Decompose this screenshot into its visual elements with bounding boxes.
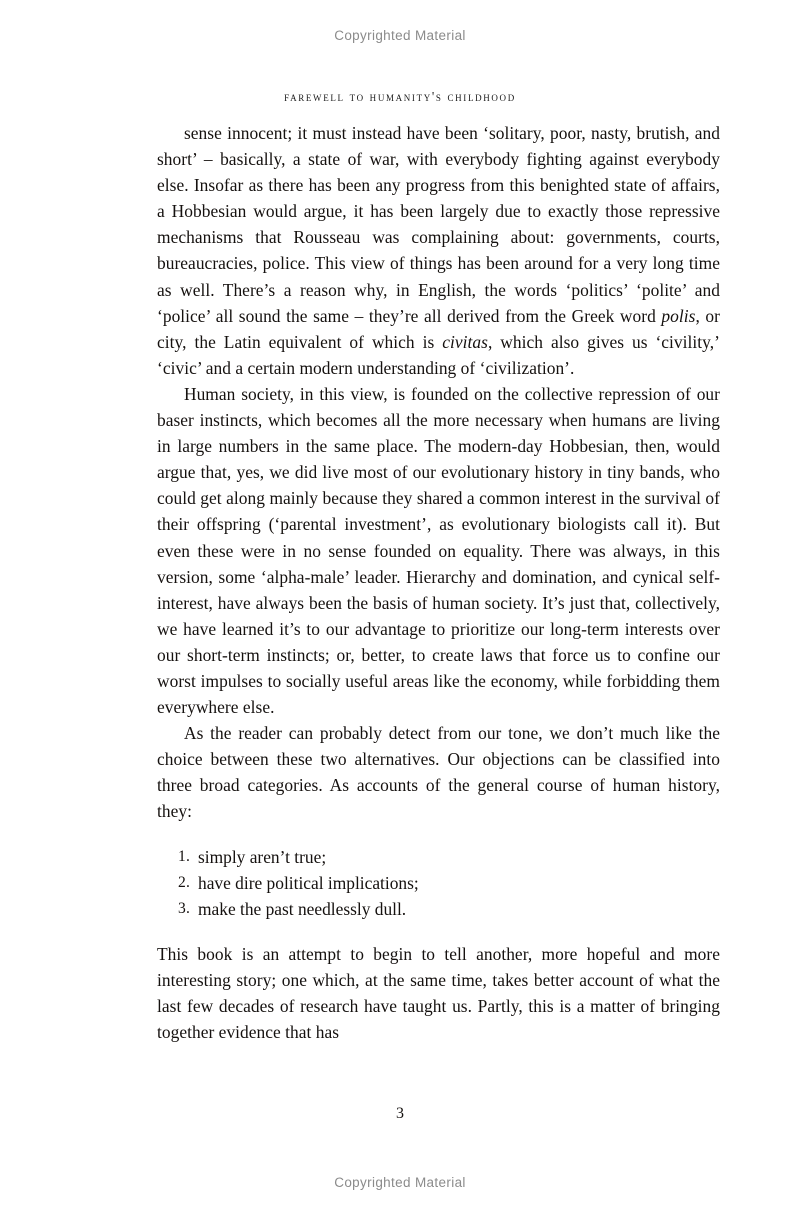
paragraph-1-segment-2: , or city, the Latin equivalent of which is: [157, 305, 720, 352]
list-item: [157, 896, 720, 922]
copyright-watermark-top: Copyrighted Material: [334, 28, 466, 43]
paragraph-1: [157, 120, 720, 381]
paragraph-1-italic-polis: polis: [661, 305, 696, 326]
list-item-label: have dire political implications;: [198, 872, 419, 893]
paragraph-3: As the reader can probably detect from our tone, we don’t much like the choice between these two alternatives. Our objections can be classified into three broad categories. As accounts of the general course of human history, they:: [157, 723, 720, 822]
copyright-watermark-bottom: Copyrighted Material: [334, 1175, 466, 1190]
paragraph-2: Human society, in this view, is founded on the collective repression of our baser instincts, which becomes all the more necessary when humans are living in large numbers in the same place. The modern-day Hobbesian, then, would argue that, yes, we did live most of our evolutionary history in tiny bands, who could get along mainly because they shared a common interest in the survival of their offspring (‘parental investment’, as evolutionary biologists call it). But even these were in no sense founded on equality. There was always, in this version, some ‘alpha-male’ leader. Hierarchy and domination, and cynical self-interest, have always been the basis of human society. It’s just that, collectively, we have learned it’s to our advantage to prioritize our long-term interests over our short-term instincts; or, better, to create laws that force us to confine our worst impulses to socially useful areas like the economy, while forbidding them everywhere else.: [157, 383, 720, 718]
list-item-number: 1.: [178, 847, 191, 865]
page-number: 3: [396, 1105, 404, 1122]
text-block: [157, 120, 720, 1045]
paragraph-4: This book is an attempt to begin to tell another, more hopeful and more interesting story; one which, at the same time, takes better account of what the last few decades of research have taught us. Partly, this is a matter of bringing together evidence that has: [157, 943, 720, 1043]
list-item: [157, 844, 720, 870]
list-item-label: simply aren’t true;: [198, 846, 327, 867]
list-item-number: 2.: [178, 873, 191, 891]
paragraph-1-italic-civitas: civitas: [442, 331, 488, 352]
list-item: [157, 870, 720, 896]
paragraph-1-segment-1: sense innocent; it must instead have been ‘solitary, poor, nasty, brutish, and short’ – basically, a state of war, with everybody fighting against everybody else. Insofar as there has been any progress from this benighted state of affairs, a Hobbesian would argue, it has been largely due to exactly those repressive mechanisms that Rousseau was complaining about: governments, courts, bureaucracies, police. This view of things has been around for a very long time as well. There’s a reason why, in English, the words ‘politics’ ‘polite’ and ‘police’ all sound the same – they’re all derived from the Greek word: [157, 123, 720, 326]
list-item-label: make the past needlessly dull.: [198, 898, 407, 919]
objections-list: [157, 844, 720, 922]
list-item-number: 3.: [178, 899, 191, 917]
running-head: farewell to humanity's childhood: [284, 89, 516, 104]
paragraph-1-segment-3: , which also gives us ‘civility,’ ‘civic’ and a certain modern understanding of ‘civilization’.: [157, 331, 720, 378]
